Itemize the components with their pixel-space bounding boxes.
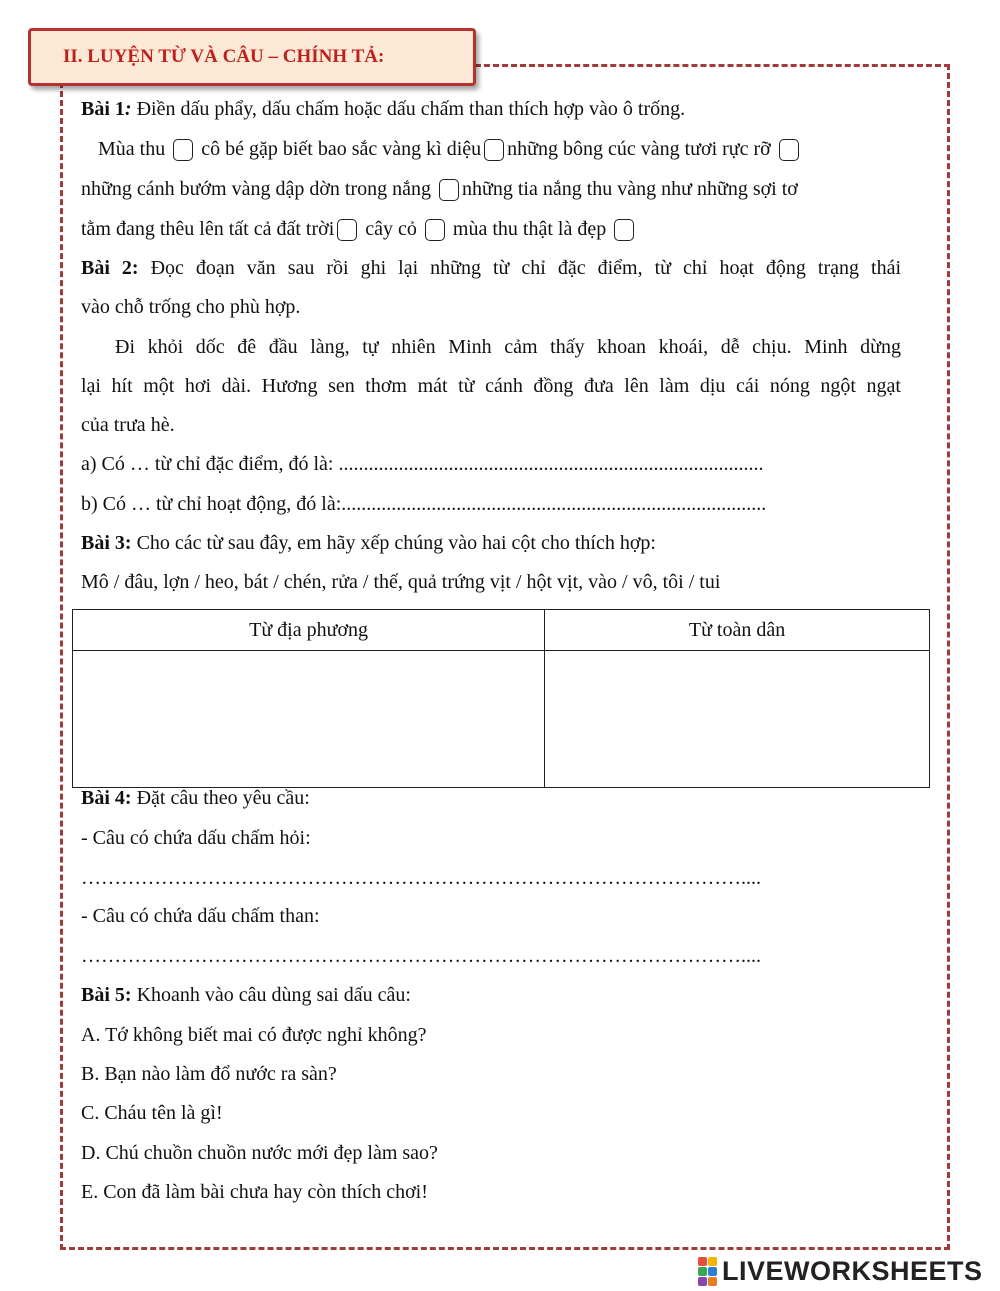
- bai2-heading: [81, 255, 901, 281]
- bai2-label: Bài 2:: [81, 257, 139, 279]
- logo-mark-icon: [698, 1257, 717, 1286]
- logo-square: [698, 1257, 707, 1266]
- logo-text: LIVEWORKSHEETS: [722, 1255, 983, 1286]
- punctuation-box-5[interactable]: [337, 219, 357, 241]
- bai1-text: cô bé gặp biết bao sắc vàng kì diệu: [201, 138, 482, 160]
- bai1-line-2: [81, 176, 798, 202]
- bai4-prompt: Đặt câu theo yêu cầu:: [131, 787, 310, 809]
- bai3-prompt: Cho các từ sau đây, em hãy xếp chúng vào hai cột cho thích hợp:: [131, 532, 656, 554]
- bai1-colon: :: [124, 98, 132, 120]
- bai2-prompt-cont: vào chỗ trống cho phù hợp.: [81, 296, 301, 318]
- bai5-prompt: Khoanh vào câu dùng sai dấu câu:: [131, 984, 411, 1006]
- bai2-paragraph-line: của trưa hè.: [81, 414, 175, 436]
- bai4-heading: [81, 785, 310, 811]
- bai1-text: cây cỏ: [365, 218, 417, 240]
- bai5-label: Bài 5:: [81, 984, 132, 1006]
- bai1-line-1: [98, 136, 802, 162]
- bai2-answer-a[interactable]: a) Có … từ chỉ đặc điểm, đó là: .....................................................................................: [81, 453, 764, 475]
- punctuation-box-2[interactable]: [484, 139, 504, 161]
- bai1-text: những bông cúc vàng tươi rực rỡ: [507, 138, 771, 160]
- punctuation-box-4[interactable]: [439, 179, 459, 201]
- bai3-heading: [81, 530, 656, 556]
- logo-square: [698, 1277, 707, 1286]
- option-e[interactable]: E. Con đã làm bài chưa hay còn thích chơi!: [81, 1181, 428, 1203]
- bai1-label: Bài 1: [81, 98, 125, 120]
- bai2-paragraph-line: Đi khỏi dốc đê đầu làng, tự nhiên Minh cảm thấy khoan khoái, dễ chịu. Minh dừng: [115, 336, 901, 358]
- option-d[interactable]: D. Chú chuồn chuồn nước mới đẹp làm sao?: [81, 1142, 438, 1164]
- bai1-text: mùa thu thật là đẹp: [452, 218, 607, 240]
- bai1-text: tằm đang thêu lên tất cả đất trời: [81, 218, 335, 240]
- bai1-text: Mùa thu: [98, 138, 166, 160]
- option-a[interactable]: A. Tớ không biết mai có được nghỉ không?: [81, 1024, 427, 1046]
- punctuation-box-1[interactable]: [173, 139, 193, 161]
- word-table: [72, 609, 930, 788]
- logo-square: [708, 1257, 717, 1266]
- logo-square: [698, 1267, 707, 1276]
- bai1-heading: [81, 96, 685, 122]
- bai3-label: Bài 3:: [81, 532, 132, 554]
- bai2-paragraph-line: lại hít một hơi dài. Hương sen thơm mát từ cánh đồng đưa lên làm dịu cái nóng ngột ngạt: [81, 375, 901, 397]
- option-b[interactable]: B. Bạn nào làm đổ nước ra sàn?: [81, 1063, 337, 1085]
- bai1-prompt: Điền dấu phẩy, dấu chấm hoặc dấu chấm than thích hợp vào ô trống.: [131, 98, 686, 120]
- answer-cell-standard[interactable]: [545, 651, 930, 788]
- answer-line-2[interactable]: ………………………………………………………………………………………....: [81, 945, 761, 967]
- bai4-label: Bài 4:: [81, 787, 132, 809]
- bai2-prompt: Đọc đoạn văn sau rồi ghi lại những từ chỉ đặc điểm, từ chỉ hoạt động trạng thái: [138, 257, 902, 279]
- punctuation-box-6[interactable]: [425, 219, 445, 241]
- bai4-question-2: - Câu có chứa dấu chấm than:: [81, 905, 320, 927]
- bai4-question-1: - Câu có chứa dấu chấm hỏi:: [81, 827, 311, 849]
- bai1-text: những cánh bướm vàng dập dờn trong nắng: [81, 178, 431, 200]
- bai5-heading: [81, 982, 411, 1008]
- column-header-standard: Từ toàn dân: [545, 610, 930, 651]
- liveworksheets-logo: [698, 1256, 983, 1286]
- punctuation-box-3[interactable]: [779, 139, 799, 161]
- logo-square: [708, 1277, 717, 1286]
- answer-line-1[interactable]: ………………………………………………………………………………………....: [81, 867, 761, 889]
- bai3-words: Mô / đâu, lợn / heo, bát / chén, rửa / thế, quả trứng vịt / hột vịt, vào / vô, tôi / tui: [81, 571, 721, 593]
- bai2-answer-b[interactable]: b) Có … từ chỉ hoạt động, đó là:.....................................................................................: [81, 493, 767, 515]
- column-header-local: Từ địa phương: [73, 610, 545, 651]
- section-title: II. LUYỆN TỪ VÀ CÂU – CHÍNH TẢ:: [28, 28, 476, 86]
- option-c[interactable]: C. Cháu tên là gì!: [81, 1102, 223, 1124]
- punctuation-box-7[interactable]: [614, 219, 634, 241]
- bai1-line-3: [81, 216, 637, 242]
- logo-square: [708, 1267, 717, 1276]
- answer-cell-local[interactable]: [73, 651, 545, 788]
- bai1-text: những tia nắng thu vàng như những sợi tơ: [462, 178, 798, 200]
